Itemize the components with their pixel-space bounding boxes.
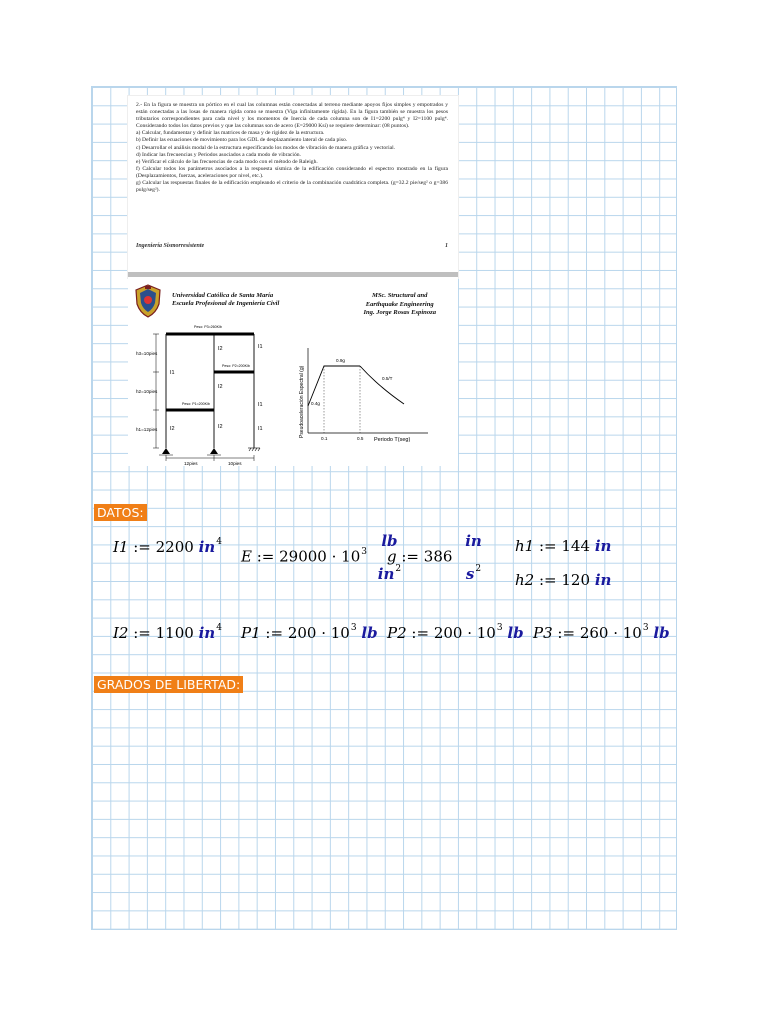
variable-name: g — [387, 547, 397, 566]
problem-statement-image — [128, 96, 458, 278]
p1-definition[interactable]: P1 := $200 \cdot 10^3$ lb — [241, 623, 378, 642]
problem-item-g: g) Calcular las respuestas finales de la edificación empleando el criterio de la combinación cuadrática completa. (g=32.2 pie/seg² o g=386 pulg/seg²). — [136, 180, 448, 194]
p1-label: Peso: P1=200Klb — [182, 402, 210, 406]
problem-footer — [136, 243, 448, 249]
inertia-label: I2 — [218, 346, 223, 352]
value: 120 — [561, 571, 591, 589]
unit: lb — [361, 624, 378, 642]
unit: in — [594, 571, 612, 589]
inertia-label: I1 — [258, 426, 263, 432]
exponent: 3 — [496, 623, 503, 633]
p3-definition[interactable]: P3 := $260 \cdot 10^3$ lb — [533, 623, 670, 642]
e-definition[interactable]: E := $29000 \cdot 10^3$ lb $in^2$ — [241, 532, 402, 583]
base: 10 — [622, 624, 642, 642]
unit: in — [594, 537, 612, 555]
exponent: 4 — [216, 623, 222, 633]
pin-supports — [162, 448, 218, 454]
base: 10 — [341, 547, 361, 566]
page-number: 1 — [445, 243, 448, 249]
spectrum-plateau-label: 0.9g — [336, 358, 345, 363]
unit-fraction — [463, 532, 484, 583]
variable-name: E — [241, 547, 252, 566]
span2-label: 10pies — [228, 461, 242, 466]
h2-definition[interactable]: h2 := 120 in — [515, 571, 612, 589]
variable-name: h1 — [515, 537, 535, 555]
value: 2200 — [155, 538, 194, 556]
inertia-label: I1 — [258, 402, 263, 408]
unit: in — [198, 538, 216, 556]
exponent: 2 — [475, 564, 482, 574]
h1-label: h1=12pies — [136, 427, 158, 432]
h2-label: h2=10pies — [136, 389, 158, 394]
value: 200 — [287, 624, 317, 642]
p2-label: Peso: P2=200Klb — [222, 364, 250, 368]
problem-item-f: f) Calcular todos los parámetros asociados a la respuesta sísmica de la edificación considerando el espectro mostrado en la figura (Desplazamientos, fuerzas, aceleraciones por nivel, etc.). — [136, 165, 448, 179]
value: 1100 — [155, 624, 194, 642]
variable-name: P2 — [387, 624, 407, 642]
value: 144 — [561, 537, 591, 555]
i1-definition[interactable]: I1 := 2200 $in^4$ — [113, 537, 222, 556]
spectrum-t2-label: 0.5 — [357, 436, 364, 441]
unit: lb — [507, 624, 524, 642]
frame-figure-image — [128, 278, 458, 466]
value: 260 — [579, 624, 609, 642]
spectrum-t1-label: 0.1 — [321, 436, 328, 441]
exponent: 3 — [642, 623, 649, 633]
g-definition[interactable]: g := 386 in $s^2$ — [387, 532, 482, 583]
inertia-label: I1 — [258, 344, 263, 350]
fixed-support — [248, 448, 260, 451]
inertia-label: I1 — [170, 370, 175, 376]
problem-intro: 2.- En la figura se muestra un pórtico en el cual las columnas están conectadas al terreno mediante apoyos fijos simples y empotrados y están conectadas a las losas de manera rígida como se muestra (Viga infinitamente rígida). En la figura también se muestra los pesos tributarios correspondientes para cada nivel y los momentos de Inercia de cada columna son de I1=2200 pulg⁴ y I2=1100 pulg⁴. Considerando todos los datos previos y que las columnas son de acero (E=29000 Ksi) se requiere determinar: (08 puntos). — [136, 102, 448, 130]
frame-diagram — [153, 334, 254, 461]
spectrum-chart — [308, 348, 428, 433]
program-line-1: MSc. Structural and — [371, 292, 428, 299]
problem-item-a: a) Calcular, fundamentar y definir las matrices de masa y de rigidez de la estructura. — [136, 130, 325, 137]
unit-denominator — [463, 564, 484, 583]
unit-denominator-base: in — [377, 565, 395, 583]
school-name: Escuela Profesional de Ingeniería Civil — [172, 300, 280, 307]
unit-denominator-base: s — [465, 565, 475, 583]
exponent: 2 — [395, 564, 402, 574]
frame-and-spectrum-diagram — [128, 278, 458, 466]
grados-de-libertad-section-label[interactable]: GRADOS DE LIBERTAD: — [94, 676, 243, 693]
spectrum-xlabel: Periodo T(seg) — [374, 437, 411, 443]
instructor-name: Ing. Jorge Rosas Espinoza — [363, 309, 436, 316]
problem-item-e: e) Verificar el cálculo de las frecuencias de cada modo con el método de Raleigh. — [136, 158, 318, 165]
course-name: Ingeniería Sismorresistente — [136, 243, 205, 249]
h1-definition[interactable]: h1 := 144 in — [515, 537, 612, 555]
problem-item-d: d) Indicar las frecuencias y Periodos asociados a cada modo de vibración. — [136, 151, 301, 158]
base: 10 — [476, 624, 496, 642]
datos-section-label[interactable]: DATOS: — [94, 504, 147, 521]
page-divider — [128, 272, 458, 277]
inertia-label: I2 — [218, 384, 223, 390]
variable-name: h2 — [515, 571, 535, 589]
problem-text — [136, 102, 448, 194]
unit-numerator: in — [465, 532, 482, 550]
inertia-label: I2 — [218, 424, 223, 430]
variable-name: P3 — [533, 624, 553, 642]
variable-name: P1 — [241, 624, 261, 642]
i2-definition[interactable]: I2 := 1100 $in^4$ — [113, 623, 222, 642]
h3-label: h3=10pies — [136, 351, 158, 356]
p2-definition[interactable]: P2 := $200 \cdot 10^3$ lb — [387, 623, 524, 642]
spectrum-start-label: 0.4g — [311, 401, 320, 406]
university-name: Universidad Católica de Santa María — [172, 292, 274, 299]
spectrum-decay-label: 0.5/T — [382, 376, 393, 381]
program-line-2: Earthquake Engineering — [365, 300, 434, 308]
exponent: 3 — [361, 546, 367, 557]
exponent: 4 — [216, 537, 222, 547]
variable-name: I2 — [113, 624, 129, 642]
spectrum-ylabel: Pseudoaceleración Espectral (g) — [299, 365, 305, 438]
base: 10 — [330, 624, 350, 642]
problem-item-c: c) Desarrollar el análisis modal de la estructura especificando los modos de vibración de manera gráfica y vectorial. — [136, 144, 396, 151]
p3-label: Peso: P3=260Klb — [194, 325, 222, 329]
span1-label: 12pies — [184, 461, 198, 466]
unit: lb — [653, 624, 670, 642]
value: 386 — [423, 547, 453, 566]
value: 200 — [433, 624, 463, 642]
value: 29000 — [279, 547, 327, 566]
inertia-label: I2 — [170, 426, 175, 432]
variable-name: I1 — [113, 538, 129, 556]
unit-numerator: lb — [381, 532, 398, 550]
unit: in — [198, 624, 216, 642]
exponent: 3 — [350, 623, 357, 633]
problem-item-b: b) Definir las ecuaciones de movimiento para los GDL de desplazamiento lateral de cada piso. — [136, 137, 348, 144]
